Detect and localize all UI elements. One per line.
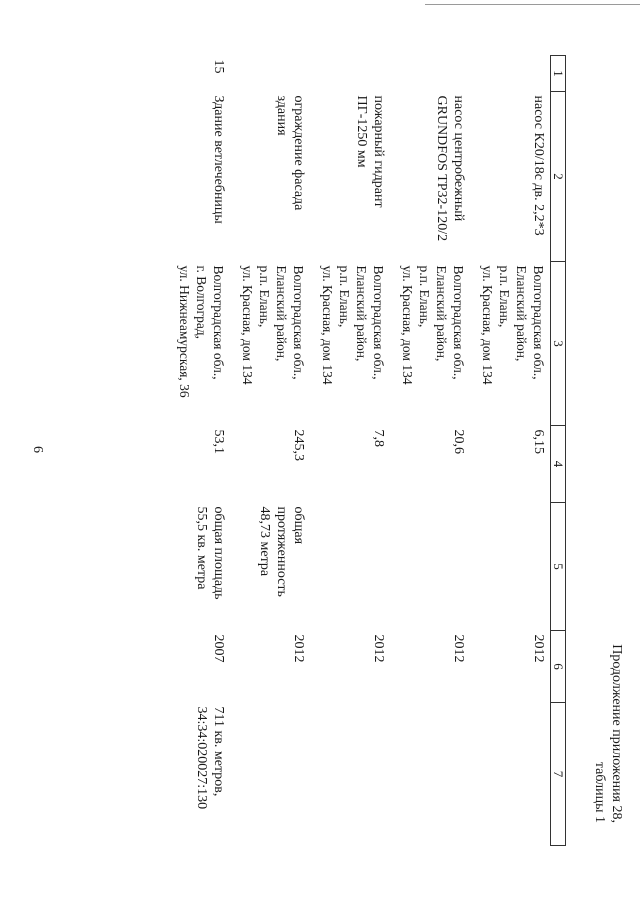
column-header: 5: [551, 503, 566, 631]
cell-characteristic: [310, 503, 390, 631]
cell-number: 15: [211, 59, 226, 74]
cell-number: [390, 56, 470, 92]
column-header: 1: [551, 56, 566, 92]
cell-value: 245,3: [291, 429, 306, 461]
cell-value: 53,1: [211, 429, 226, 454]
table-row: [470, 56, 551, 846]
cell-address: Волгоградская обл., Еланский район, р.п. Елань, ул. Красная, дом 134: [400, 265, 466, 385]
cell-number: [310, 56, 390, 92]
cell-address: Волгоградская обл., Еланский район, р.п. Елань, ул. Красная, дом 134: [240, 265, 306, 385]
cell-address: Волгоградская обл., г. Волгоград, ул. Нижнеамурская, 36: [177, 265, 226, 398]
cell-number: [470, 56, 551, 92]
cell-number: [230, 56, 310, 92]
cell-note: 711 кв. метров, 34:34:020027:130: [194, 706, 226, 810]
table-row: [150, 56, 230, 846]
cell-note: [310, 703, 390, 846]
cell-name: пожарный гидрант ПГ-1250 мм: [354, 95, 386, 208]
cell-year: 2012: [291, 634, 306, 663]
cell-characteristic: [470, 503, 551, 631]
cell-name: насос центробежный GRUNDFOS TP32-120/2: [434, 95, 466, 242]
cell-value: 20,6: [451, 429, 466, 454]
cell-address: Волгоградская обл., Еланский район, р.п. Елань, ул. Красная, дом 134: [320, 265, 386, 385]
column-header: 3: [551, 262, 566, 426]
column-header: 4: [551, 426, 566, 503]
cell-year: 2007: [211, 634, 226, 663]
cell-name: ограждение фасада здания: [274, 95, 306, 211]
cell-characteristic: общая площадь 55,5 кв. метра: [194, 506, 226, 600]
heading-line-2: таблицы 1: [592, 761, 607, 823]
cell-note: [390, 703, 470, 846]
cell-year: 2012: [371, 634, 386, 663]
rotated-document: [105, 55, 625, 845]
cell-year: 2012: [451, 634, 466, 663]
cell-year: 2012: [531, 634, 546, 663]
data-table: [150, 55, 566, 846]
column-header: 6: [551, 631, 566, 703]
table-body: [150, 56, 566, 846]
top-rule: [425, 4, 640, 5]
table-row: [390, 56, 470, 846]
table-header-row: [551, 56, 566, 846]
heading: [581, 55, 625, 845]
cell-name: Здание ветлечебницы: [211, 95, 226, 224]
cell-address: Волгоградская обл., Еланский район, р.п. Елань, ул. Красная, дом 134: [480, 265, 546, 385]
cell-note: [230, 703, 310, 846]
page-number: 6: [30, 446, 45, 453]
table-row: [230, 56, 310, 846]
cell-name: насос К20/18с дв. 2,2*3: [531, 95, 546, 236]
heading-line-1: Продолжение приложения 28,: [609, 644, 624, 823]
cell-characteristic: общая протяженность 48,73 метра: [257, 506, 306, 597]
cell-note: [470, 703, 551, 846]
table-row: [310, 56, 390, 846]
column-header: 2: [551, 92, 566, 262]
cell-characteristic: [390, 503, 470, 631]
cell-value: 6,15: [531, 429, 546, 454]
column-header: 7: [551, 703, 566, 846]
cell-value: 7,8: [371, 429, 386, 447]
